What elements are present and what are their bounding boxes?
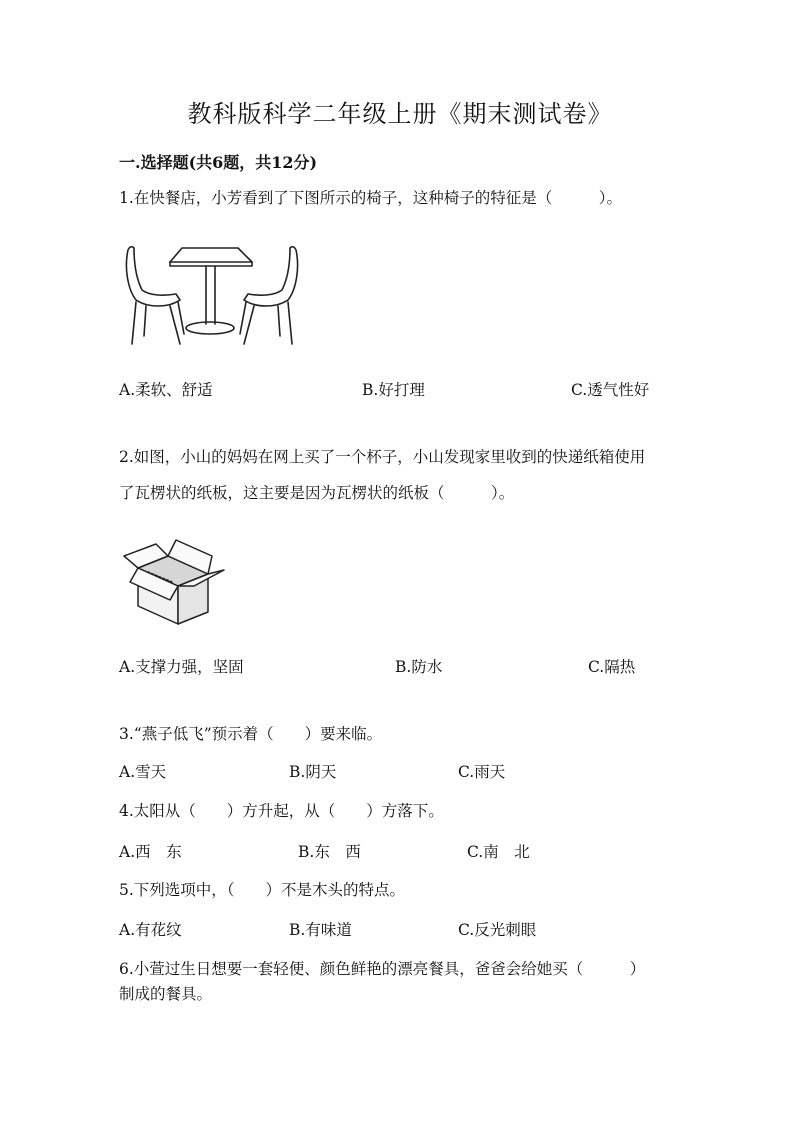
question-6-text-line1: 6.小萱过生日想要一套轻便、颜色鲜艳的漂亮餐具，爸爸会给她买（ ） [119,960,646,978]
q3-option-b[interactable]: B.阴天 [289,763,337,781]
q1-option-b[interactable]: B.好打理 [362,381,425,399]
question-2-text-line1: 2.如图，小山的妈妈在网上买了一个杯子，小山发现家里收到的快递纸箱使用 [119,448,646,466]
q5-option-c[interactable]: C.反光刺眼 [458,921,537,939]
q4-option-a[interactable]: A.西 东 [119,843,182,861]
q2-option-c[interactable]: C.隔热 [588,658,636,676]
question-3-text: 3.“燕子低飞”预示着（ ）要来临。 [119,725,383,743]
q1-option-a[interactable]: A.柔软、舒适 [119,381,213,399]
question-4-text: 4.太阳从（ ）方升起，从（ ）方落下。 [119,802,444,820]
table-and-chairs-image [120,238,305,350]
q5-option-a[interactable]: A.有花纹 [119,921,182,939]
section-heading: 一.选择题(共6题，共12分) [119,153,318,172]
question-6-text-line2: 制成的餐具。 [119,985,213,1003]
question-2-text-line2: 了瓦楞状的纸板，这主要是因为瓦楞状的纸板（ ）。 [119,484,515,502]
question-1-text: 1.在快餐店，小芳看到了下图所示的椅子，这种椅子的特征是（ ）。 [119,189,623,207]
q5-option-b[interactable]: B.有味道 [289,921,352,939]
q1-option-c[interactable]: C.透气性好 [571,381,650,399]
q2-option-a[interactable]: A.支撑力强，坚固 [119,658,244,676]
q3-option-c[interactable]: C.雨天 [458,763,506,781]
q3-option-a[interactable]: A.雪天 [119,763,167,781]
question-5-text: 5.下列选项中，（ ）不是木头的特点。 [119,881,406,899]
open-cardboard-box-image [120,538,226,628]
q2-option-b[interactable]: B.防水 [395,658,443,676]
page-title: 教科版科学二年级上册《期末测试卷》 [187,100,613,128]
q4-option-b[interactable]: B.东 西 [298,843,361,861]
q4-option-c[interactable]: C.南 北 [467,843,530,861]
